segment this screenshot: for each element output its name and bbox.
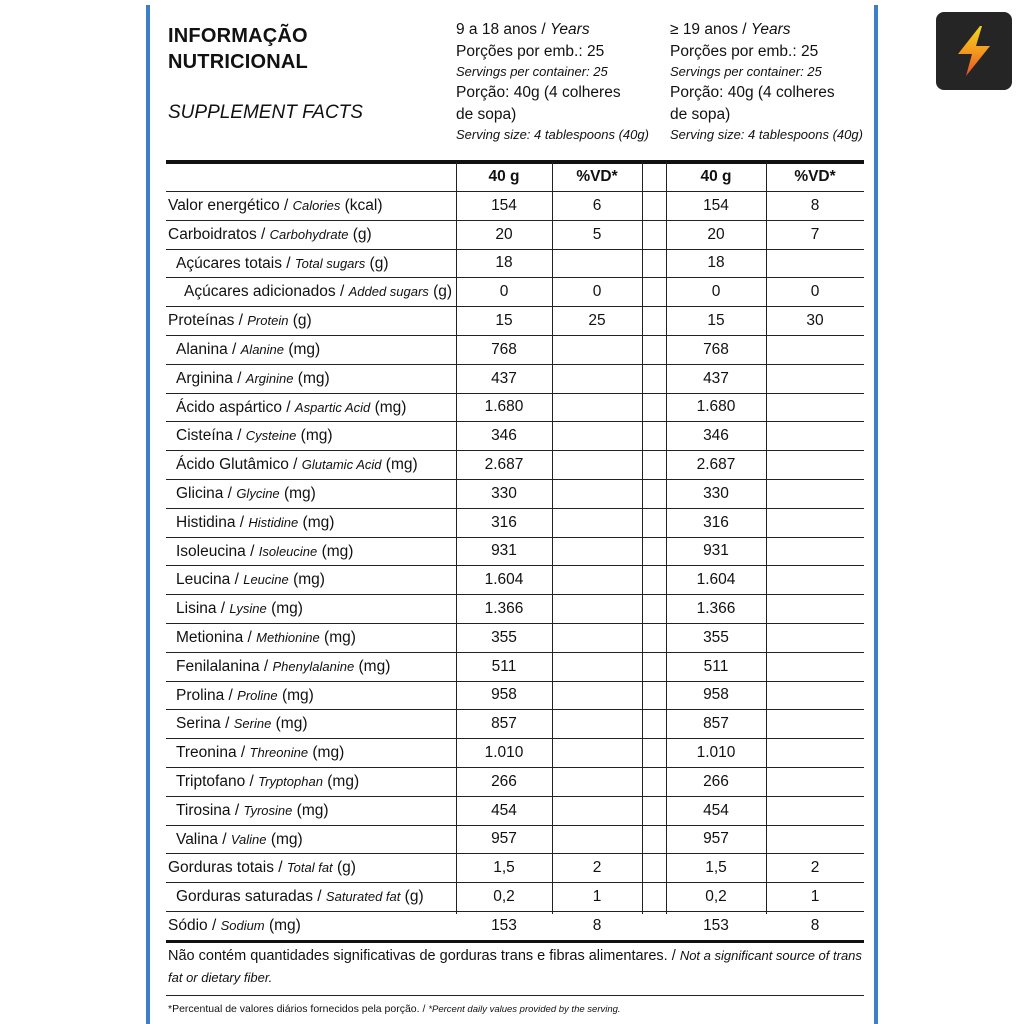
nutrient-name: Ácido aspártico / Aspartic Acid (mg) bbox=[176, 398, 407, 416]
group2-amount: 154 bbox=[703, 196, 729, 214]
group1-dv bbox=[552, 595, 642, 623]
group1-amount: 511 bbox=[491, 657, 517, 675]
group2-dv bbox=[766, 509, 864, 537]
group1-dv: 1 bbox=[592, 888, 602, 906]
group1-portions: Porções por emb.: 25 bbox=[456, 42, 605, 60]
nutrient-name: Ácido Glutâmico / Glutamic Acid (mg) bbox=[176, 456, 418, 474]
group2-serving-cont: de sopa) bbox=[670, 105, 731, 123]
group2-dv bbox=[766, 826, 864, 854]
group2-dv: 1 bbox=[810, 888, 820, 906]
nutrient-name: Histidina / Histidine (mg) bbox=[176, 513, 335, 531]
group1-amount: 346 bbox=[491, 427, 517, 445]
group1-amount: 931 bbox=[491, 542, 517, 560]
group1-amount: 1.010 bbox=[484, 744, 524, 762]
group2-amount: 316 bbox=[703, 513, 729, 531]
nutrient-name: Arginina / Arginine (mg) bbox=[176, 369, 330, 387]
group1-dv bbox=[552, 826, 642, 854]
group1-amount: 958 bbox=[491, 686, 517, 704]
group1-amount: 316 bbox=[491, 513, 517, 531]
table-row bbox=[166, 566, 864, 595]
table-row bbox=[166, 797, 864, 826]
group1-dv: 8 bbox=[592, 916, 602, 934]
group2-dv: 8 bbox=[810, 916, 820, 934]
nutrition-label bbox=[146, 5, 878, 1024]
group2-amount: 266 bbox=[703, 772, 729, 790]
group1-dv: 2 bbox=[592, 859, 602, 877]
group1-dv bbox=[552, 451, 642, 479]
nutrient-name: Treonina / Threonine (mg) bbox=[176, 744, 345, 762]
group2-amount: 1,5 bbox=[705, 859, 727, 877]
group2-dv bbox=[766, 624, 864, 652]
group1-amount: 1,5 bbox=[493, 859, 515, 877]
label-subtitle: SUPPLEMENT FACTS bbox=[168, 102, 363, 123]
table-row bbox=[166, 307, 864, 336]
group1-amount: 355 bbox=[491, 628, 517, 646]
group2-dv bbox=[766, 710, 864, 738]
group2-dv bbox=[766, 653, 864, 681]
group2-dv: 0 bbox=[810, 283, 820, 301]
nutrient-name: Fenilalanina / Phenylalanine (mg) bbox=[176, 657, 391, 675]
group1-amount: 154 bbox=[491, 196, 517, 214]
group2-amount: 768 bbox=[703, 340, 729, 358]
group2-serving: Porção: 40g (4 colheres bbox=[670, 84, 835, 101]
group1-amount: 1.680 bbox=[484, 398, 524, 416]
table-row bbox=[166, 192, 864, 221]
group2-dv: 30 bbox=[806, 312, 824, 330]
group2-dv: 7 bbox=[810, 225, 820, 243]
table-row bbox=[166, 480, 864, 509]
group2-amount: 857 bbox=[703, 715, 729, 733]
group2-amount: 1.604 bbox=[696, 571, 736, 589]
table-row bbox=[166, 509, 864, 538]
nutrient-name: Triptofano / Tryptophan (mg) bbox=[176, 772, 360, 790]
group2-dv bbox=[766, 422, 864, 450]
group2-portions-en: Servings per container: 25 bbox=[670, 64, 822, 79]
nutrient-name: Cisteína / Cysteine (mg) bbox=[176, 427, 333, 445]
group2-amount: 1.366 bbox=[696, 600, 736, 618]
nutrient-name: Carboidratos / Carbohydrate (g) bbox=[168, 225, 372, 243]
group1-dv: 25 bbox=[588, 312, 606, 330]
table-header-row bbox=[166, 162, 864, 192]
group2-age: ≥ 19 anos / Years bbox=[670, 21, 791, 38]
table-row bbox=[166, 250, 864, 279]
group1-age: 9 a 18 anos / Years bbox=[456, 21, 590, 38]
label-header bbox=[166, 5, 864, 155]
app-badge[interactable] bbox=[936, 12, 1012, 90]
group2-amount: 931 bbox=[703, 542, 729, 560]
group2-amount: 330 bbox=[703, 484, 729, 502]
group1-amount: 20 bbox=[495, 225, 513, 243]
group2-amount: 20 bbox=[707, 225, 725, 243]
trans-fat-note: Não contém quantidades significativas de gorduras trans e fibras alimentares. / Not a significant source of trans fat or dietary fiber. bbox=[168, 948, 862, 985]
group2-dv bbox=[766, 250, 864, 278]
group1-dv bbox=[552, 739, 642, 767]
group1-amount: 0 bbox=[499, 283, 509, 301]
group2-dv bbox=[766, 394, 864, 422]
nutrient-name: Açúcares totais / Total sugars (g) bbox=[176, 254, 389, 272]
group1-amount: 15 bbox=[495, 312, 513, 330]
group1-dv bbox=[552, 365, 642, 393]
table-row bbox=[166, 624, 864, 653]
group1-amount: 0,2 bbox=[493, 888, 515, 906]
table-row bbox=[166, 653, 864, 682]
group2-amount: 511 bbox=[703, 657, 729, 675]
nutrient-name: Gorduras totais / Total fat (g) bbox=[168, 859, 356, 877]
group1-amount: 1.604 bbox=[484, 571, 524, 589]
group2-amount: 437 bbox=[703, 369, 729, 387]
group2-dv bbox=[766, 451, 864, 479]
group1-header bbox=[456, 19, 656, 145]
table-row bbox=[166, 739, 864, 768]
nutrient-name: Serina / Serine (mg) bbox=[176, 715, 308, 733]
group2-dv: 8 bbox=[810, 196, 820, 214]
group1-dv bbox=[552, 250, 642, 278]
group2-dv bbox=[766, 336, 864, 364]
group2-amount: 454 bbox=[703, 801, 729, 819]
group1-dv: 6 bbox=[592, 196, 602, 214]
group1-dv bbox=[552, 336, 642, 364]
table-row bbox=[166, 538, 864, 567]
table-row bbox=[166, 912, 864, 941]
group1-amount: 266 bbox=[491, 772, 517, 790]
group1-dv bbox=[552, 797, 642, 825]
table-row bbox=[166, 768, 864, 797]
group2-serving-en: Serving size: 4 tablespoons (40g) bbox=[670, 127, 863, 142]
group1-amount: 330 bbox=[491, 484, 517, 502]
label-title bbox=[168, 23, 308, 75]
group1-amount: 1.366 bbox=[484, 600, 524, 618]
nutrient-name: Tirosina / Tyrosine (mg) bbox=[176, 801, 329, 819]
nutrient-table bbox=[166, 162, 864, 941]
group2-dv bbox=[766, 797, 864, 825]
table-row bbox=[166, 451, 864, 480]
group1-amount: 454 bbox=[491, 801, 517, 819]
group1-dv bbox=[552, 566, 642, 594]
nutrition-label-inner bbox=[166, 5, 864, 1015]
group2-amount: 1.010 bbox=[696, 744, 736, 762]
group1-serving: Porção: 40g (4 colheres bbox=[456, 84, 621, 101]
group1-dv: 5 bbox=[592, 225, 602, 243]
group1-portions-en: Servings per container: 25 bbox=[456, 64, 608, 79]
nutrient-name: Valina / Valine (mg) bbox=[176, 830, 303, 848]
group2-dv bbox=[766, 682, 864, 710]
table-row bbox=[166, 682, 864, 711]
table-row bbox=[166, 826, 864, 855]
group2-portions: Porções por emb.: 25 bbox=[670, 42, 819, 60]
title-line-2: NUTRICIONAL bbox=[168, 51, 308, 73]
nutrient-name: Lisina / Lysine (mg) bbox=[176, 600, 303, 618]
nutrient-name: Gorduras saturadas / Saturated fat (g) bbox=[176, 888, 424, 906]
group2-dv bbox=[766, 538, 864, 566]
group1-serving-cont: de sopa) bbox=[456, 105, 517, 123]
group1-dv bbox=[552, 422, 642, 450]
group2-amount: 957 bbox=[703, 830, 729, 848]
group2-dv bbox=[766, 365, 864, 393]
group2-amount: 18 bbox=[707, 254, 725, 272]
daily-value-footnote: *Percentual de valores diários fornecidos pela porção. / *Percent daily values provided by the serving. bbox=[168, 1003, 621, 1015]
table-row bbox=[166, 854, 864, 883]
group2-dv: 2 bbox=[810, 859, 820, 877]
group1-amount: 857 bbox=[491, 715, 517, 733]
table-row bbox=[166, 710, 864, 739]
group2-amount: 2.687 bbox=[696, 456, 736, 474]
group2-dv bbox=[766, 595, 864, 623]
group1-amount: 153 bbox=[491, 916, 517, 934]
group1-dv bbox=[552, 682, 642, 710]
group2-amount: 346 bbox=[703, 427, 729, 445]
group2-dv bbox=[766, 768, 864, 796]
group2-dv bbox=[766, 480, 864, 508]
nutrient-name: Açúcares adicionados / Added sugars (g) bbox=[184, 283, 453, 301]
group1-dv bbox=[552, 394, 642, 422]
nutrient-name: Alanina / Alanine (mg) bbox=[176, 340, 321, 358]
group2-amount: 958 bbox=[703, 686, 729, 704]
group1-dv bbox=[552, 509, 642, 537]
group1-serving-en: Serving size: 4 tablespoons (40g) bbox=[456, 127, 649, 142]
group2-dv bbox=[766, 566, 864, 594]
table-row bbox=[166, 422, 864, 451]
nutrient-name: Glicina / Glycine (mg) bbox=[176, 484, 316, 502]
group2-amount: 0 bbox=[711, 283, 721, 301]
group1-amount: 18 bbox=[495, 254, 513, 272]
nutrient-name: Proteínas / Protein (g) bbox=[168, 312, 312, 330]
table-row bbox=[166, 278, 864, 307]
group1-dv bbox=[552, 480, 642, 508]
table-row bbox=[166, 595, 864, 624]
group1-amount: 957 bbox=[491, 830, 517, 848]
group1-dv bbox=[552, 653, 642, 681]
group1-dv bbox=[552, 538, 642, 566]
group2-amount: 153 bbox=[703, 916, 729, 934]
group1-amount: 437 bbox=[491, 369, 517, 387]
title-line-1: INFORMAÇÃO bbox=[168, 25, 308, 47]
nutrient-name: Sódio / Sodium (mg) bbox=[168, 916, 301, 934]
lightning-bolt-icon bbox=[952, 24, 996, 78]
amount-header: 40 g bbox=[488, 167, 520, 185]
amount-header: 40 g bbox=[700, 167, 732, 185]
table-row bbox=[166, 221, 864, 250]
nutrient-name: Prolina / Proline (mg) bbox=[176, 686, 314, 704]
group2-amount: 0,2 bbox=[705, 888, 727, 906]
footnote-separator bbox=[166, 995, 864, 996]
group2-amount: 355 bbox=[703, 628, 729, 646]
nutrient-name: Metionina / Methionine (mg) bbox=[176, 628, 356, 646]
table-row bbox=[166, 336, 864, 365]
group1-dv: 0 bbox=[592, 283, 602, 301]
group2-amount: 15 bbox=[707, 312, 725, 330]
table-row bbox=[166, 394, 864, 423]
table-row bbox=[166, 883, 864, 912]
nutrient-name: Isoleucina / Isoleucine (mg) bbox=[176, 542, 354, 560]
group1-dv bbox=[552, 710, 642, 738]
nutrient-name: Leucina / Leucine (mg) bbox=[176, 571, 325, 589]
dv-header: %VD* bbox=[576, 167, 618, 185]
group2-amount: 1.680 bbox=[696, 398, 736, 416]
table-row bbox=[166, 365, 864, 394]
group2-header bbox=[670, 19, 870, 145]
dv-header: %VD* bbox=[794, 167, 836, 185]
group1-amount: 768 bbox=[491, 340, 517, 358]
group1-amount: 2.687 bbox=[484, 456, 524, 474]
group1-dv bbox=[552, 624, 642, 652]
group1-dv bbox=[552, 768, 642, 796]
group2-dv bbox=[766, 739, 864, 767]
table-bottom-rule bbox=[166, 940, 864, 943]
nutrient-name: Valor energético / Calories (kcal) bbox=[168, 197, 383, 214]
